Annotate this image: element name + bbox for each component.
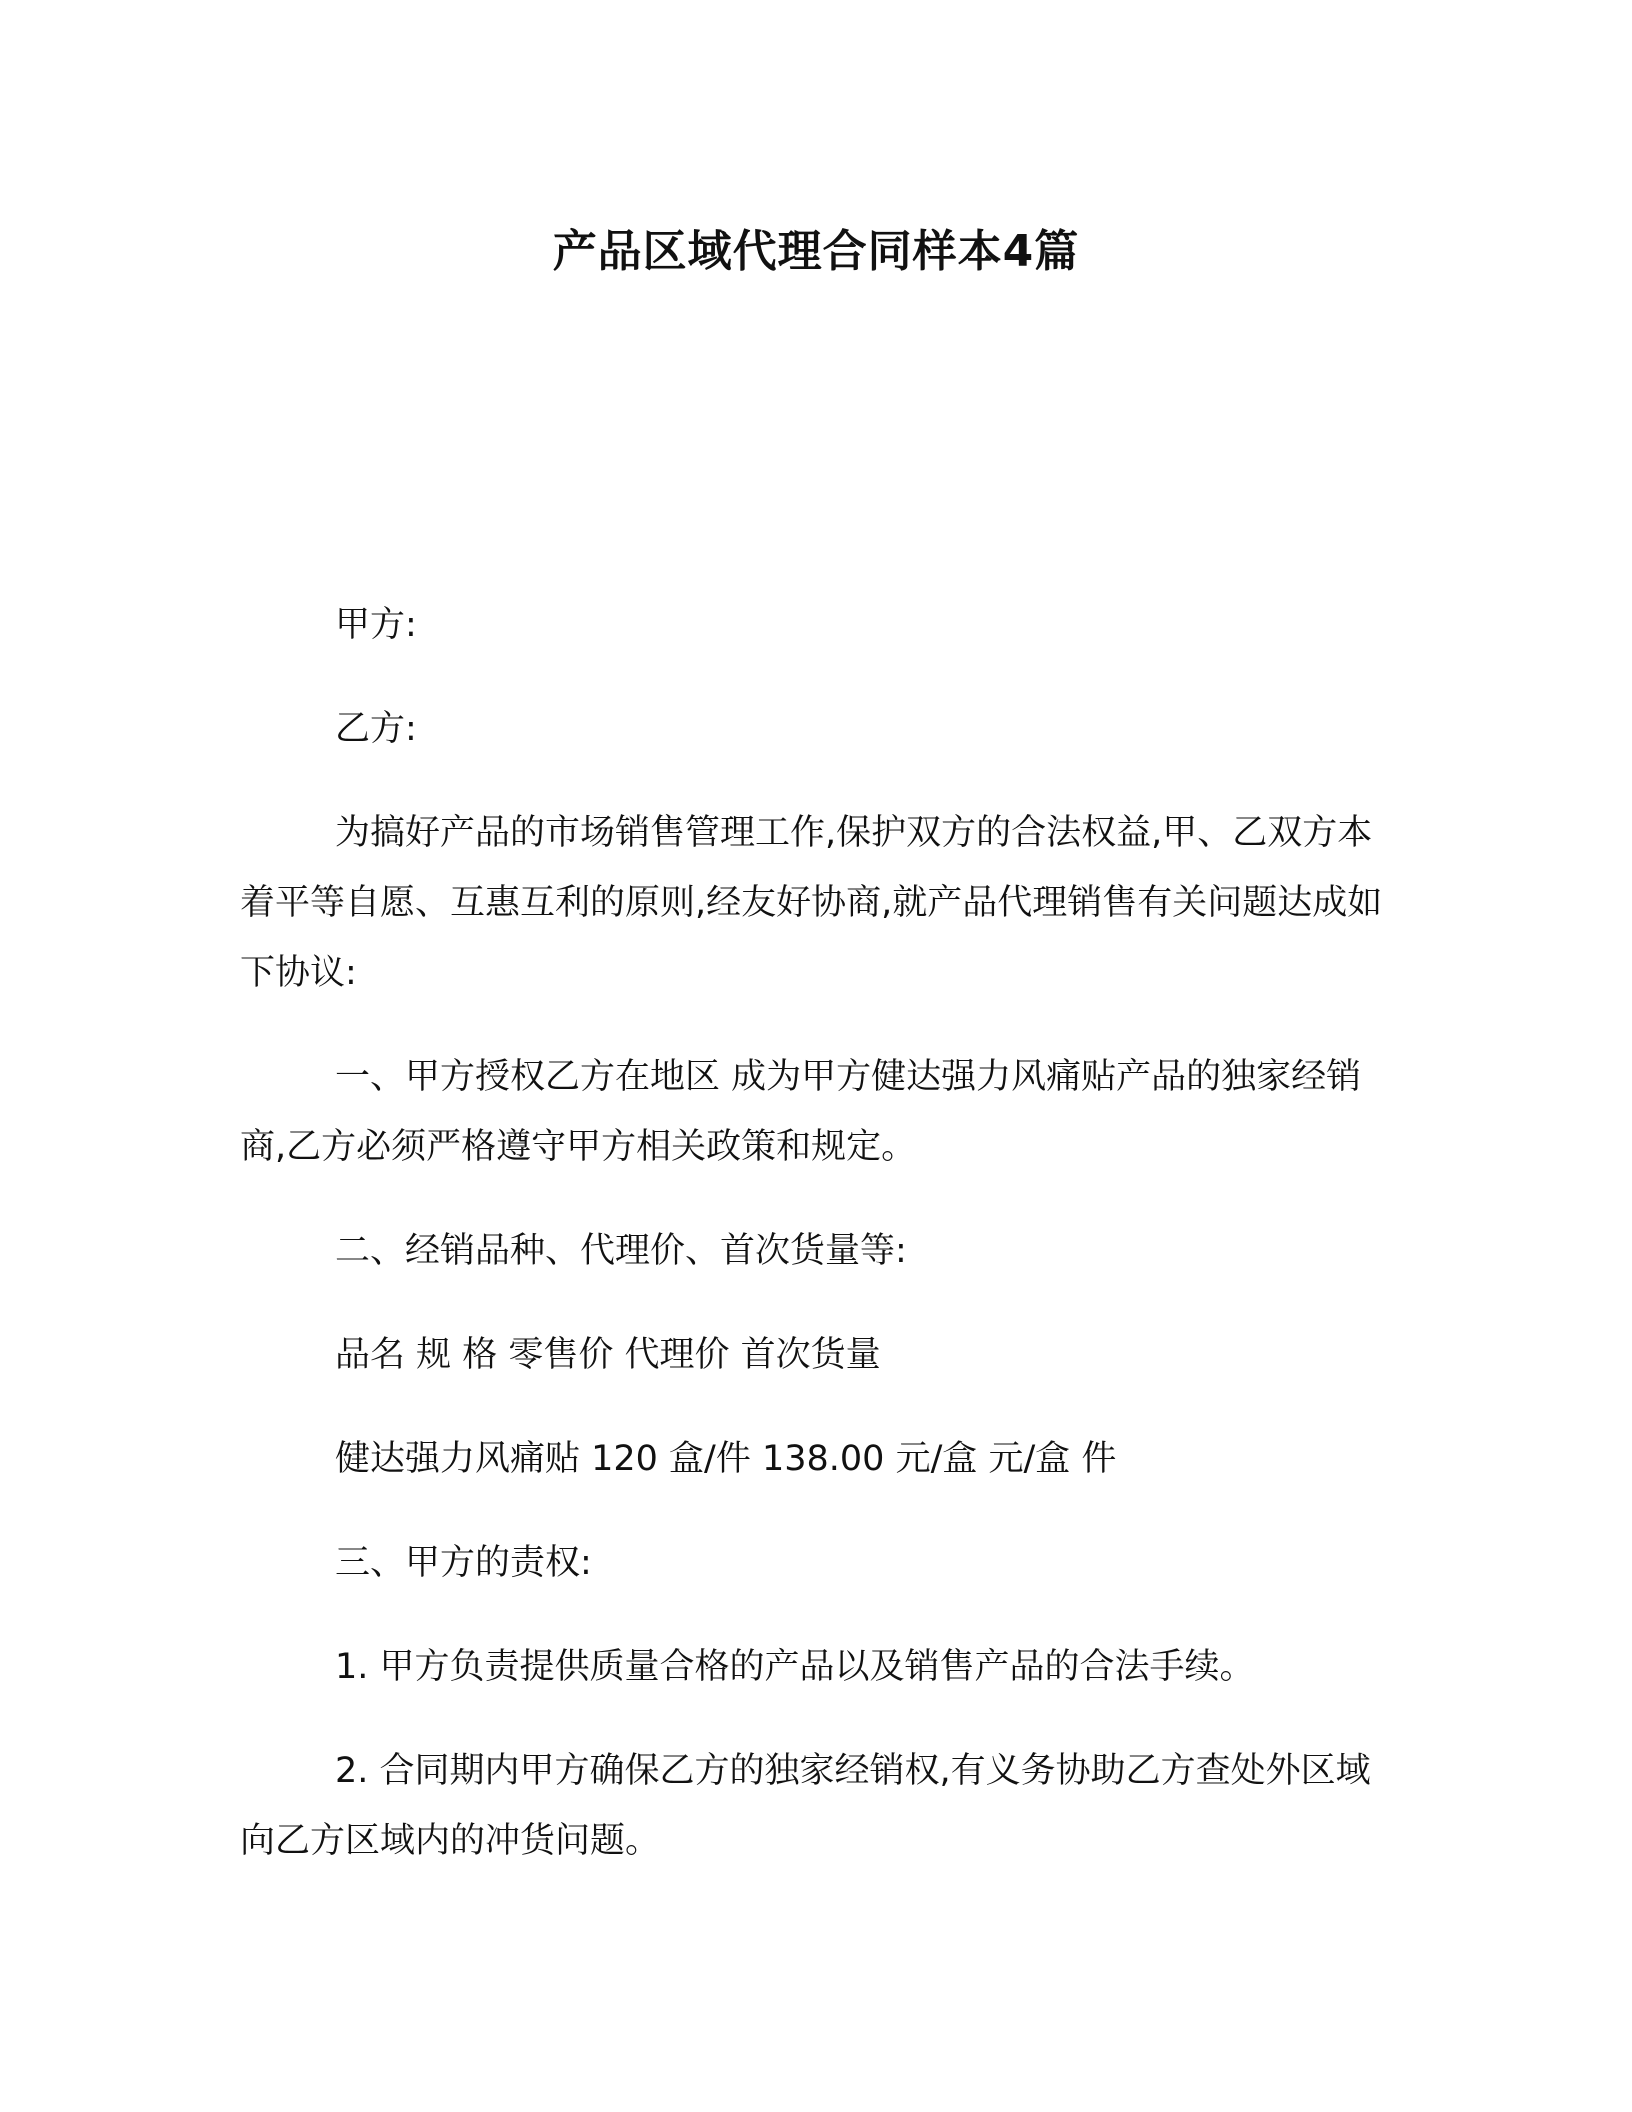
clause-1-paragraph: 一、甲方授权乙方在地区 成为甲方健达强力风痛贴产品的独家经销商,乙方必须严格遵守甲方相关政策和规定。: [240, 1057, 1362, 1167]
document-body: [240, 590, 1392, 1910]
party-b-label: 乙方:: [335, 709, 417, 749]
clause-3-item-2: 2. 合同期内甲方确保乙方的独家经销权,有义务协助乙方查处外区域向乙方区域内的冲货问题。: [240, 1751, 1371, 1861]
document-title: 产品区域代理合同样本4篇: [552, 226, 1080, 277]
clause-3-item-1: 1. 甲方负责提供质量合格的产品以及销售产品的合法手续。: [335, 1647, 1255, 1687]
clause-2-heading: 二、经销品种、代理价、首次货量等:: [335, 1231, 907, 1271]
product-table-header: 品名 规 格 零售价 代理价 首次货量: [335, 1335, 881, 1375]
party-a-label: 甲方:: [335, 605, 417, 645]
intro-paragraph: 为搞好产品的市场销售管理工作,保护双方的合法权益,甲、乙双方本着平等自愿、互惠互利的原则,经友好协商,就产品代理销售有关问题达成如下协议:: [240, 813, 1383, 993]
product-table-row: 健达强力风痛贴 120 盒/件 138.00 元/盒 元/盒 件: [335, 1439, 1117, 1479]
clause-3-heading: 三、甲方的责权:: [335, 1543, 592, 1583]
